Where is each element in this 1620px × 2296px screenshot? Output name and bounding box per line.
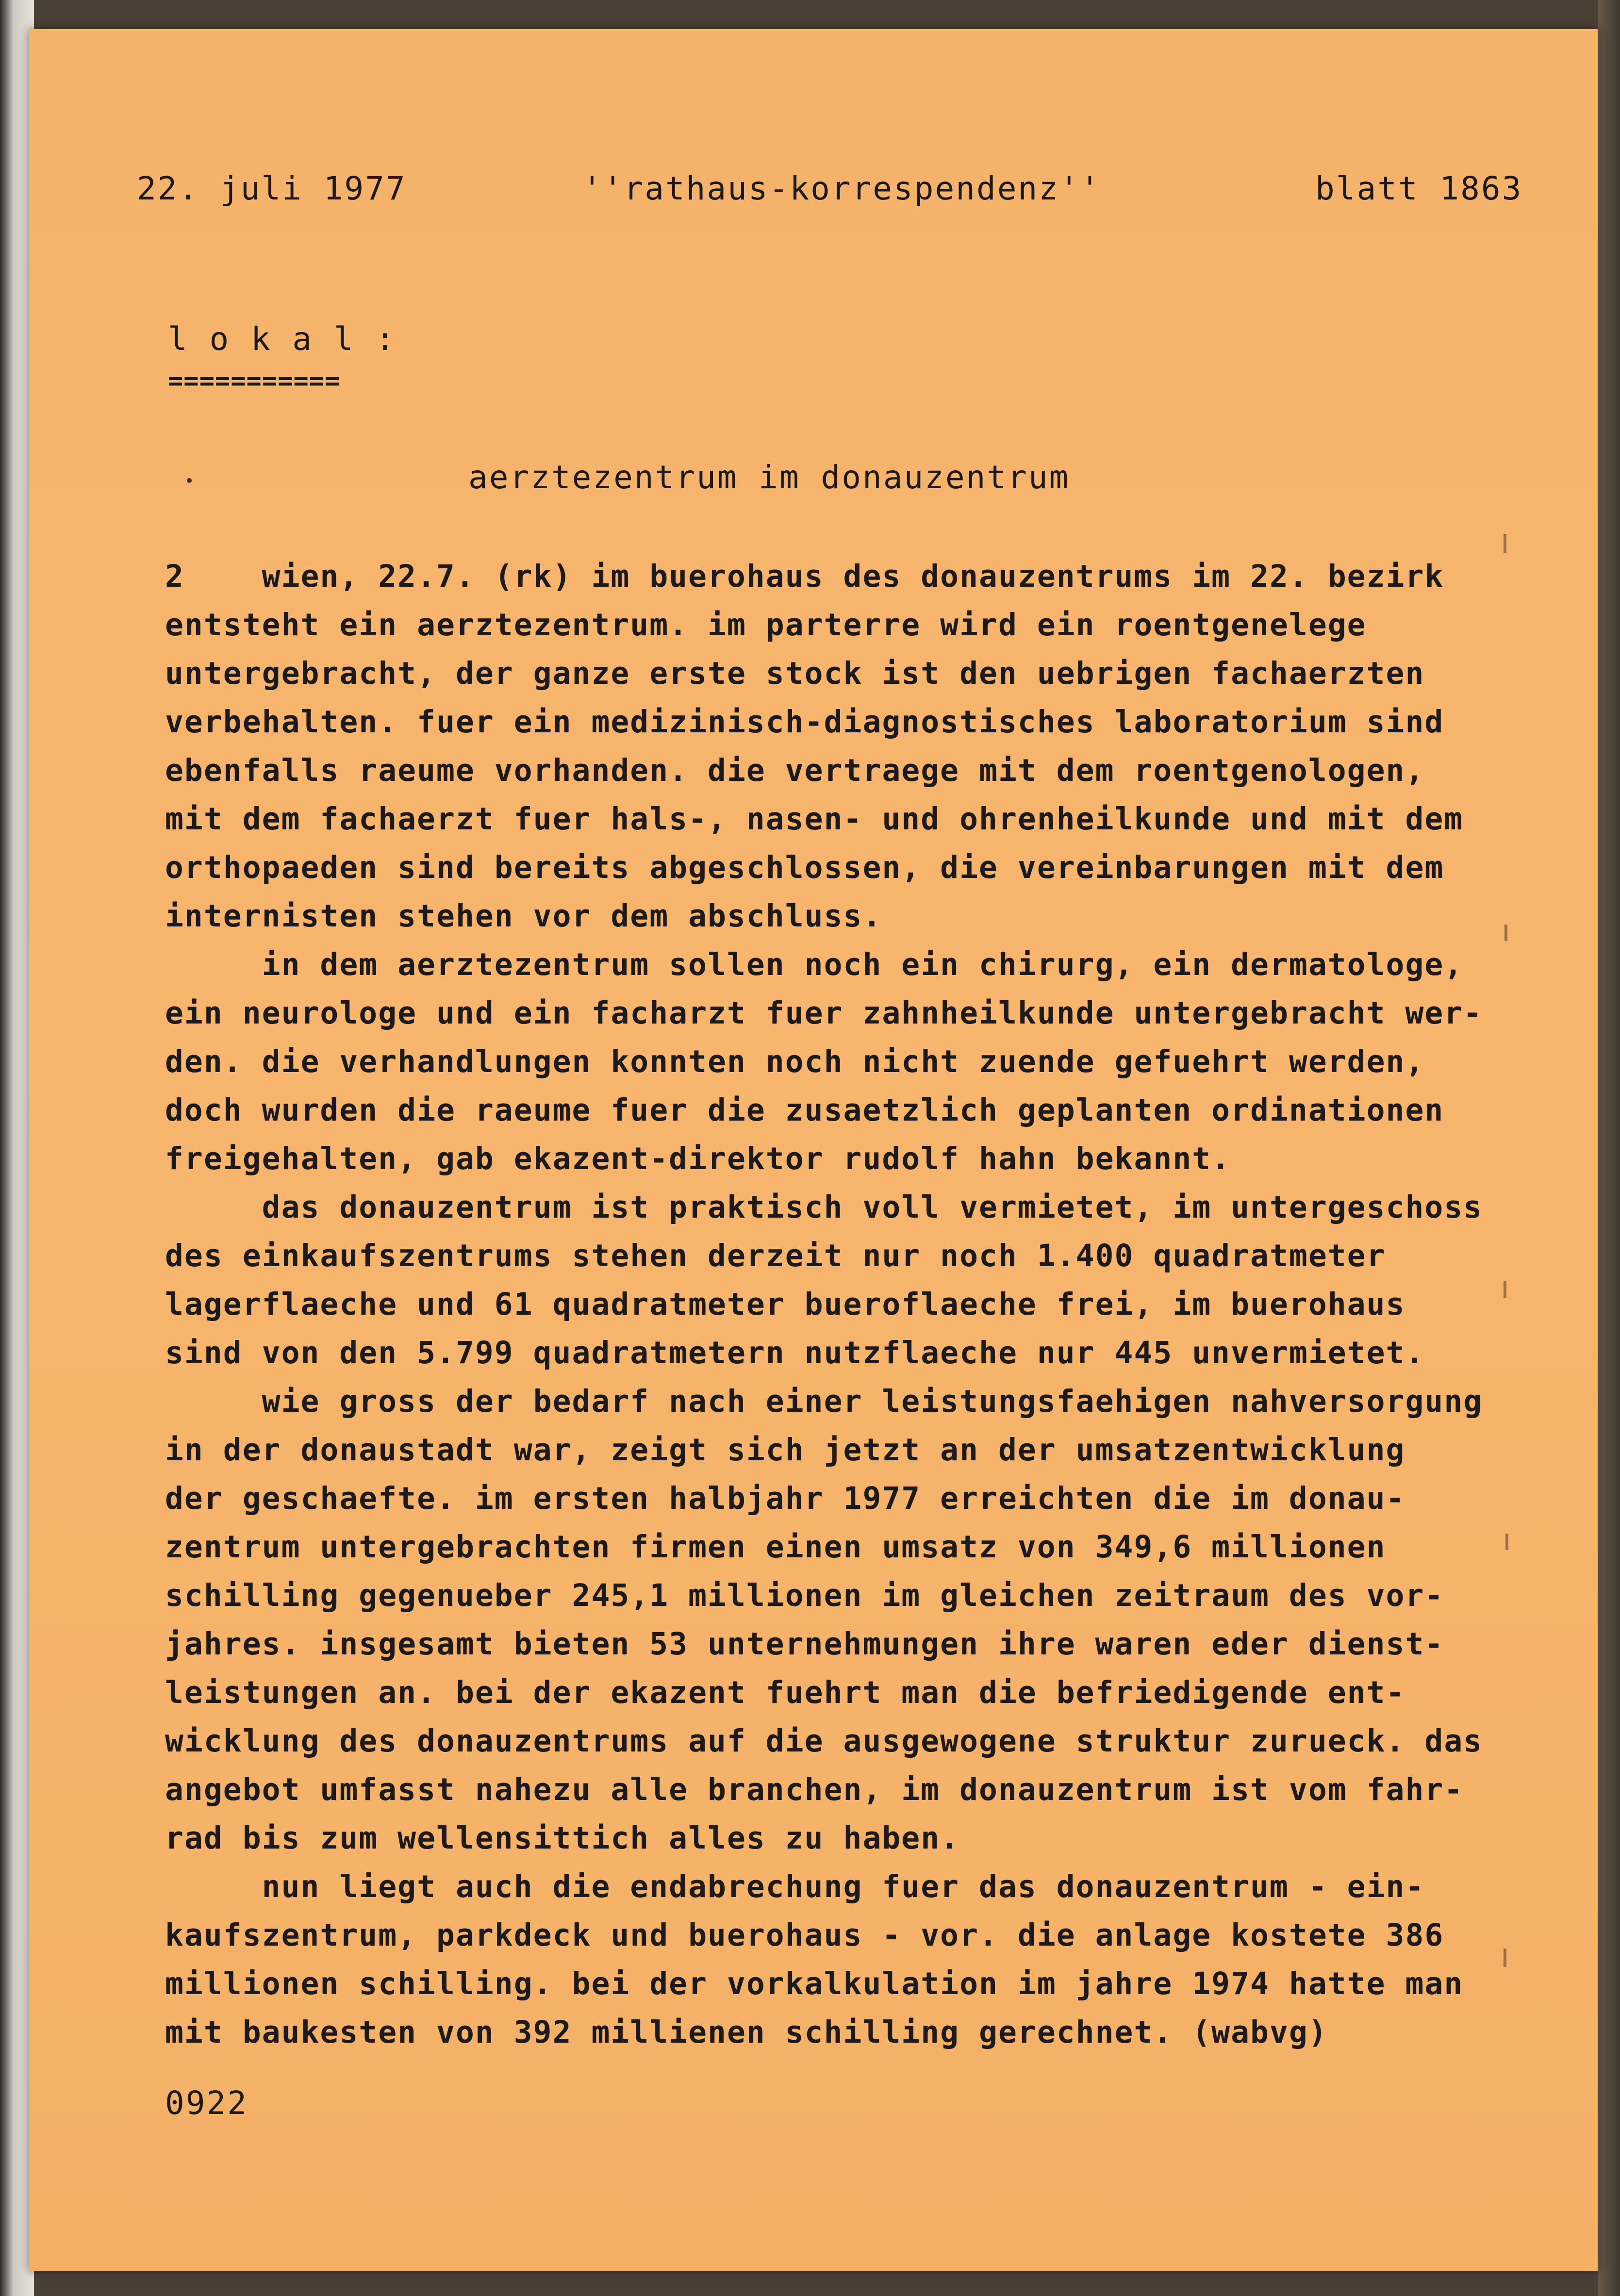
article-line: orthopaeden sind bereits abgeschlossen, die vereinbarungen mit dem (165, 850, 1444, 885)
article-line: das donauzentrum ist praktisch voll vermietet, im untergeschoss (165, 1189, 1483, 1225)
article-line: der geschaefte. im ersten halbjahr 1977 erreichten die im donau- (165, 1481, 1405, 1516)
article-line: des einkaufszentrums stehen derzeit nur noch 1.400 quadratmeter (165, 1238, 1386, 1273)
article-line: ein neurologe und ein facharzt fuer zahnheilkunde untergebracht wer- (165, 995, 1483, 1031)
margin-mark (1504, 1281, 1506, 1298)
footer-code: 0922 (165, 2084, 248, 2122)
article-line: mit baukesten von 392 millienen schilling gerechnet. (wabvg) (165, 2015, 1328, 2050)
article-line: untergebracht, der ganze erste stock ist den uebrigen fachaerzten (165, 656, 1425, 691)
article-line: in der donaustadt war, zeigt sich jetzt an der umsatzentwicklung (165, 1432, 1405, 1468)
article-line: ebenfalls raeume vorhanden. die vertraege mit dem roentgenologen, (165, 753, 1425, 788)
article-line: sind von den 5.799 quadratmetern nutzflaeche nur 445 unvermietet. (165, 1335, 1425, 1371)
article-line: angebot umfasst nahezu alle branchen, im donauzentrum ist vom fahr- (165, 1772, 1464, 1807)
ink-dot (187, 478, 192, 483)
article-line: rad bis zum wellensittich alles zu haben. (165, 1820, 960, 1856)
article-line: internisten stehen vor dem abschluss. (165, 898, 882, 934)
margin-mark (1504, 1949, 1506, 1967)
section-label: l o k a l : (168, 320, 397, 358)
article-line: lagerflaeche und 61 quadratmeter bueroflaeche frei, im buerohaus (165, 1287, 1405, 1322)
article-line: wicklung des donauzentrums auf die ausgewogene struktur zurueck. das (165, 1723, 1483, 1759)
article-line: verbehalten. fuer ein medizinisch-diagnostisches laboratorium sind (165, 704, 1444, 740)
margin-mark (1504, 925, 1507, 941)
article-line: kaufszentrum, parkdeck und buerohaus - vor. die anlage kostete 386 (165, 1917, 1444, 1953)
article-body (165, 552, 1514, 2057)
header-sheet-number: blatt 1863 (1315, 170, 1523, 207)
header-date: 22. juli 1977 (137, 170, 407, 207)
article-line: freigehalten, gab ekazent-direktor rudolf hahn bekannt. (165, 1141, 1231, 1176)
article-line: leistungen an. bei der ekazent fuehrt man die befriedigende ent- (165, 1675, 1405, 1710)
article-line: zentrum untergebrachten firmen einen umsatz von 349,6 millionen (165, 1529, 1386, 1565)
header-title: ''rathaus-korrespendenz'' (582, 170, 1101, 207)
article-line: mit dem fachaerzt fuer hals-, nasen- und ohrenheilkunde und mit dem (165, 801, 1464, 837)
article-line: entsteht ein aerztezentrum. im parterre wird ein roentgenelege (165, 607, 1367, 643)
article-line: schilling gegenueber 245,1 millionen im gleichen zeitraum des vor- (165, 1578, 1444, 1613)
article-line: wie gross der bedarf nach einer leistungsfaehigen nahversorgung (165, 1384, 1483, 1419)
article-line: in dem aerztezentrum sollen noch ein chirurg, ein dermatologe, (165, 947, 1464, 982)
article-line: doch wurden die raeume fuer die zusaetzlich geplanten ordinationen (165, 1092, 1444, 1128)
article-line: 2 wien, 22.7. (rk) im buerohaus des donauzentrums im 22. bezirk (165, 559, 1444, 594)
section-underline: =========== (168, 366, 341, 396)
margin-mark (1504, 534, 1506, 553)
background-edge (1598, 0, 1620, 2296)
article-line: millionen schilling. bei der vorkalkulation im jahre 1974 hatte man (165, 1966, 1464, 2001)
margin-mark (1505, 1534, 1508, 1550)
article-line: jahres. insgesamt bieten 53 unternehmungen ihre waren eder dienst- (165, 1626, 1444, 1662)
article-line: den. die verhandlungen konnten noch nicht zuende gefuehrt werden, (165, 1044, 1425, 1079)
article-line: nun liegt auch die endabrechung fuer das donauzentrum - ein- (165, 1869, 1425, 1904)
article-headline: aerztezentrum im donauzentrum (468, 459, 1070, 496)
